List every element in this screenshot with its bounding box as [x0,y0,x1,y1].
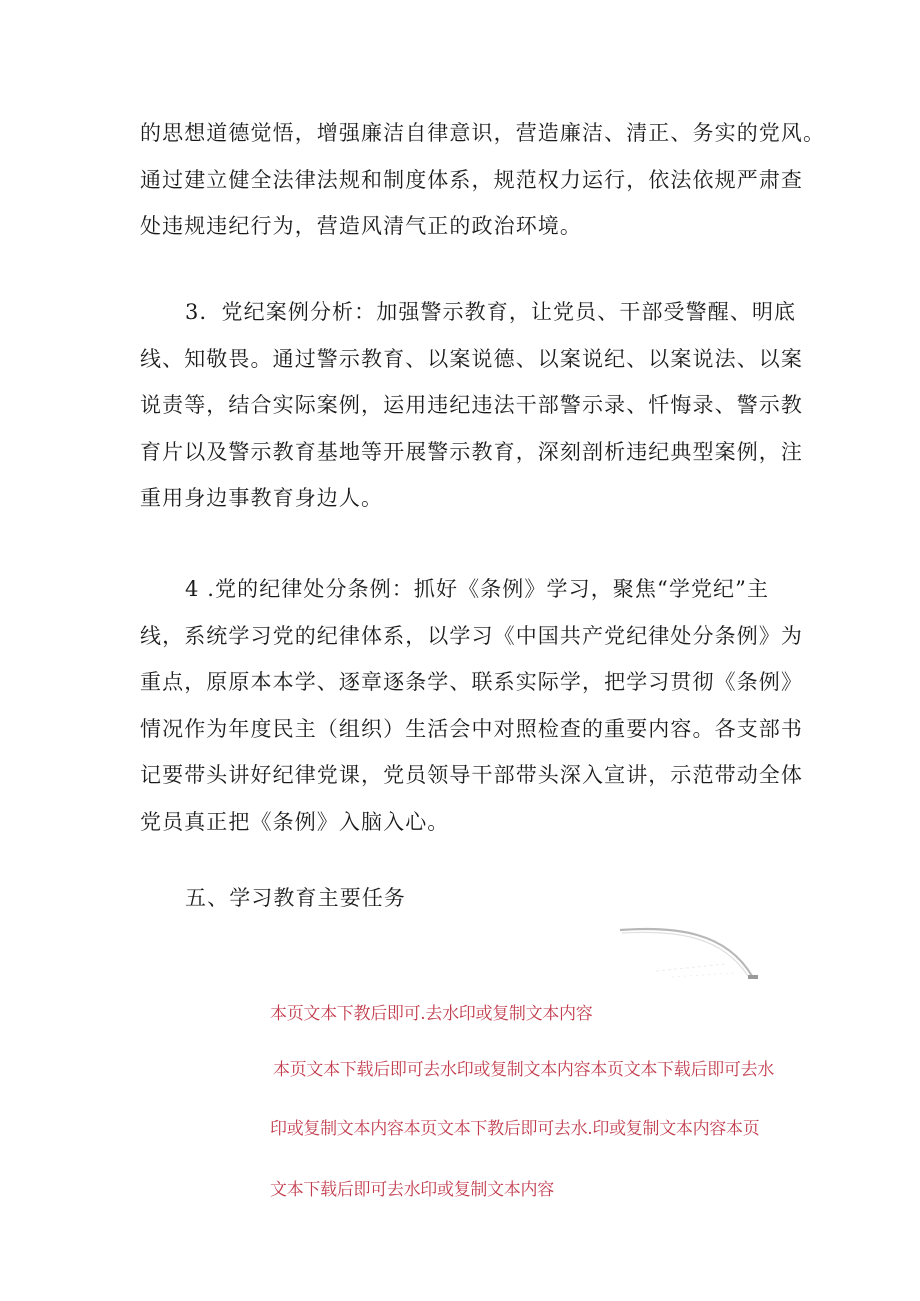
paragraph-integrity [140,110,826,250]
text-line: 记要带头讲好纪律党课，党员领导干部带头深入宣讲，示范带动全体 [140,763,803,787]
text-line: 重用身边事教育身边人。 [140,486,384,510]
page-curl-graphic [616,924,766,984]
text-line: 4 .党的纪律处分条例：抓好《条例》学习，聚焦“学党纪”主 [185,577,770,601]
watermark-text: 本页文本下教后即可.去水印或复制文本内容 [270,1004,593,1024]
section-heading: 五、学习教育主要任务 [185,886,406,910]
text-line: 通过建立健全法律法规和制度体系，规范权力运行，依法依规严肃查 [140,167,803,192]
text-line: 线，系统学习党的纪律体系，以学习《中国共产党纪律处分条例》为 [140,623,803,648]
text-line: 情况作为年度民主（组织）生活会中对照检查的重要内容。各支部书 [140,716,803,741]
paragraph-disciplinary-regulations [140,566,803,845]
watermark-text: 文本下载后即可去水印或复制文本内容 [270,1180,554,1200]
paragraph-case-analysis [140,289,803,522]
text-line: 的思想道德觉悟，增强廉洁自律意识，营造廉洁、清正、务实的党风。 [140,121,826,145]
text-line: 党员真正把《条例》入脑入心。 [140,809,450,834]
text-line: 3．党纪案例分析：加强警示教育，让党员、干部受警醒、明底 [185,300,797,324]
watermark-text: 印或复制文本内容本页文本下教后即可去水.印或复制文本内容本页 [270,1119,760,1139]
text-line: 说责等，结合实际案例，运用违纪违法干部警示录、忏悔录、警示教 [140,393,803,417]
text-line: 线、知敬畏。通过警示教育、以案说德、以案说纪、以案说法、以案 [140,346,803,371]
text-line: 重点，原原本本学、逐章逐条学、联系实际学，把学习贯彻《条例》 [140,670,803,694]
watermark-text: 本页文本下载后即可去水印或复制文本内容本页文本下载后即可去水 [273,1060,774,1080]
text-line: 育片以及警示教育基地等开展警示教育，深刻剖析违纪典型案例，注 [140,439,803,464]
text-line: 处违规违纪行为，营造风清气正的政治环境。 [140,214,582,238]
